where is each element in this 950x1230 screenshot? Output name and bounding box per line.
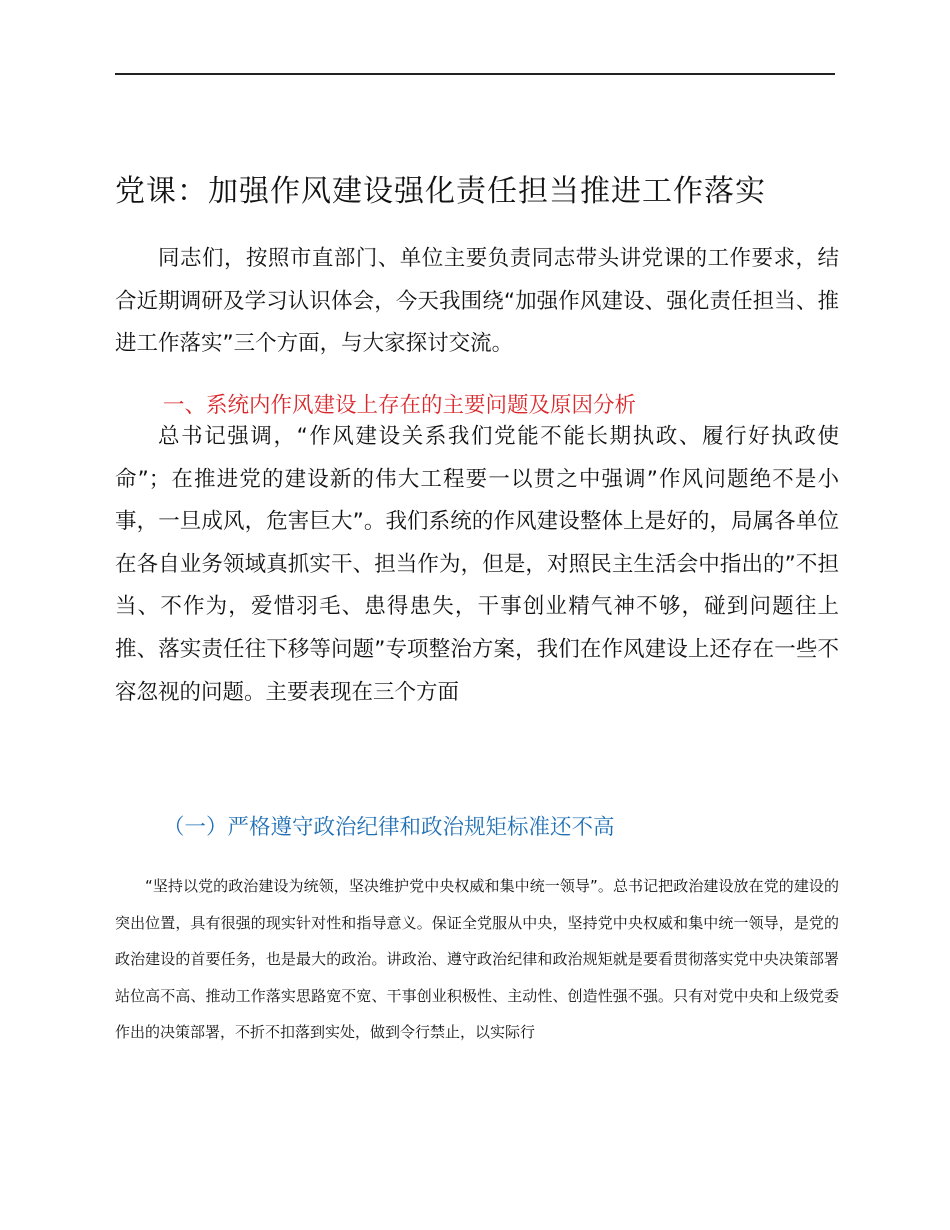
section-body-paragraph: 总书记强调，“作风建设关系我们党能不能长期执政、履行好执政使命”；在推进党的建设新的伟大工程要一以贯之中强调”作风问题绝不是小事，一旦成风，危害巨大”。我们系统的作风建设整体上是好的，局属各单位在各自业务领域真抓实干、担当作为，但是，对照民主生活会中指出的”不担当、不作为，爱惜羽毛、患得患失，干事创业精气神不够，碰到问题往上推、落实责任往下移等问题”专项整治方案，我们在作风建设上还存在一些不容忽视的问题。主要表现在三个方面	[115, 424, 839, 705]
subsection-body-paragraph: “坚持以党的政治建设为统领，坚决维护党中央权威和集中统一领导”。总书记把政治建设放在党的建设的突出位置，具有很强的现实针对性和指导意义。保证全党服从中央，坚持党中央权威和集中统一领导，是党的政治建设的首要任务，也是最大的政治。讲政治、遵守政治纪律和政治规矩就是要看贯彻落实党中央决策部署站位高不高、推动工作落实思路宽不宽、干事创业积极性、主动性、创造性强不强。只有对党中央和上级党委作出的决策部署，不折不扣落到实处，做到令行禁止，以实际行	[115, 877, 839, 1041]
page-title: 党课：加强作风建设强化责任担当推进工作落实	[115, 174, 766, 209]
header-rule	[115, 73, 835, 75]
intro-paragraph: 同志们，按照市直部门、单位主要负责同志带头讲党课的工作要求，结合近期调研及学习认识体会，今天我围绕“加强作风建设、强化责任担当、推进工作落实”三个方面，与大家探讨交流。	[115, 246, 839, 357]
section-heading: 一、系统内作风建设上存在的主要问题及原因分析	[163, 393, 637, 418]
subsection-heading: （一）严格遵守政治纪律和政治规矩标准还不高	[163, 815, 615, 840]
